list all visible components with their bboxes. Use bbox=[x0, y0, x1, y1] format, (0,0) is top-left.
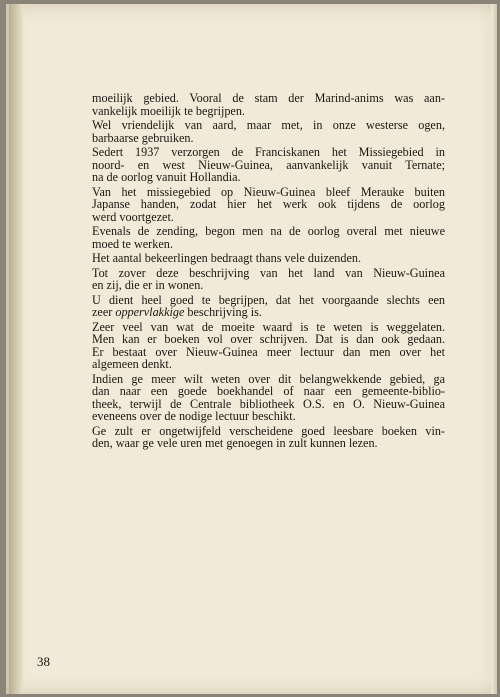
paragraph-2 bbox=[92, 119, 445, 144]
emphasis-text: oppervlakkige bbox=[115, 305, 185, 319]
text-line: Indien ge meer wilt weten over dit belangwekkende gebied, ga bbox=[92, 371, 445, 386]
text-line: noord- en west Nieuw-Guinea, aanvankelijk vanuit Ternate; bbox=[92, 157, 445, 172]
paragraph-1 bbox=[92, 92, 445, 117]
paragraph-9 bbox=[92, 321, 445, 371]
paragraph-5 bbox=[92, 225, 445, 250]
text-line: Het aantal bekeerlingen bedraagt thans vele duizenden. bbox=[92, 251, 362, 265]
text-line: en zij, die er in wonen. bbox=[92, 278, 204, 292]
text-line: Men kan er boeken vol over schrijven. Dat is dan ook gedaan. bbox=[92, 332, 445, 346]
text-line: algemeen denkt. bbox=[92, 357, 172, 371]
paragraph-7 bbox=[92, 267, 445, 292]
text-line: moeilijk gebied. Vooral de stam der Marind-anims was aan- bbox=[92, 91, 445, 105]
text-line-mixed bbox=[92, 306, 445, 319]
paragraph-11 bbox=[92, 425, 445, 450]
text-line: Zeer veel van wat de moeite waard is te weten is weggelaten. bbox=[92, 319, 445, 334]
book-page bbox=[6, 4, 497, 694]
text-line: Van het missiegebied op Nieuw-Guinea bleef Merauke buiten bbox=[92, 184, 445, 199]
text-line: eveneens over de nodige lectuur beschikt. bbox=[92, 409, 296, 423]
paragraph-8 bbox=[92, 294, 445, 319]
text-line: Tot zover deze beschrijving van het land van Nieuw-Guinea bbox=[92, 265, 445, 280]
paragraph-10 bbox=[92, 373, 445, 423]
text-line: den, waar ge vele uren met genoegen in zult kunnen lezen. bbox=[92, 436, 378, 450]
paragraph-3 bbox=[92, 146, 445, 184]
text-line: U dient heel goed te begrijpen, dat het voorgaande slechts een bbox=[92, 292, 445, 307]
text-line: dan naar een goede boekhandel of naar een gemeente-biblio- bbox=[92, 384, 445, 398]
text-line: na de oorlog vanuit Hollandia. bbox=[92, 170, 241, 184]
text-line: Japanse handen, zodat hier het werk ook tijdens de oorlog bbox=[92, 197, 445, 211]
text-line: Er bestaat over Nieuw-Guinea meer lectuur dan men over het bbox=[92, 344, 445, 359]
text-line: moed te werken. bbox=[92, 236, 173, 251]
text-run: beschrijving is. bbox=[187, 305, 262, 319]
text-line: Sedert 1937 verzorgen de Franciskanen het Missiegebied in bbox=[92, 145, 445, 159]
text-run: zeer bbox=[92, 305, 113, 319]
page-gutter-shadow bbox=[9, 4, 23, 694]
page-number: 38 bbox=[37, 654, 50, 669]
paragraph-6 bbox=[92, 252, 445, 265]
page-edge bbox=[491, 4, 497, 694]
body-text bbox=[92, 92, 445, 452]
text-line: barbaarse gebruiken. bbox=[92, 130, 194, 145]
text-line: Wel vriendelijk van aard, maar met, in onze westerse ogen, bbox=[92, 118, 445, 132]
paragraph-4 bbox=[92, 186, 445, 224]
text-line: vankelijk moeilijk te begrijpen. bbox=[92, 103, 245, 118]
text-line: Ge zult er ongetwijfeld verscheidene goed leesbare boeken vin- bbox=[92, 423, 445, 438]
text-line: Evenals de zending, begon men na de oorlog overal met nieuwe bbox=[92, 224, 445, 238]
text-line: theek, terwijl de Centrale bibliotheek O.S. en O. Nieuw-Guinea bbox=[92, 396, 445, 411]
text-line: werd voortgezet. bbox=[92, 209, 174, 224]
